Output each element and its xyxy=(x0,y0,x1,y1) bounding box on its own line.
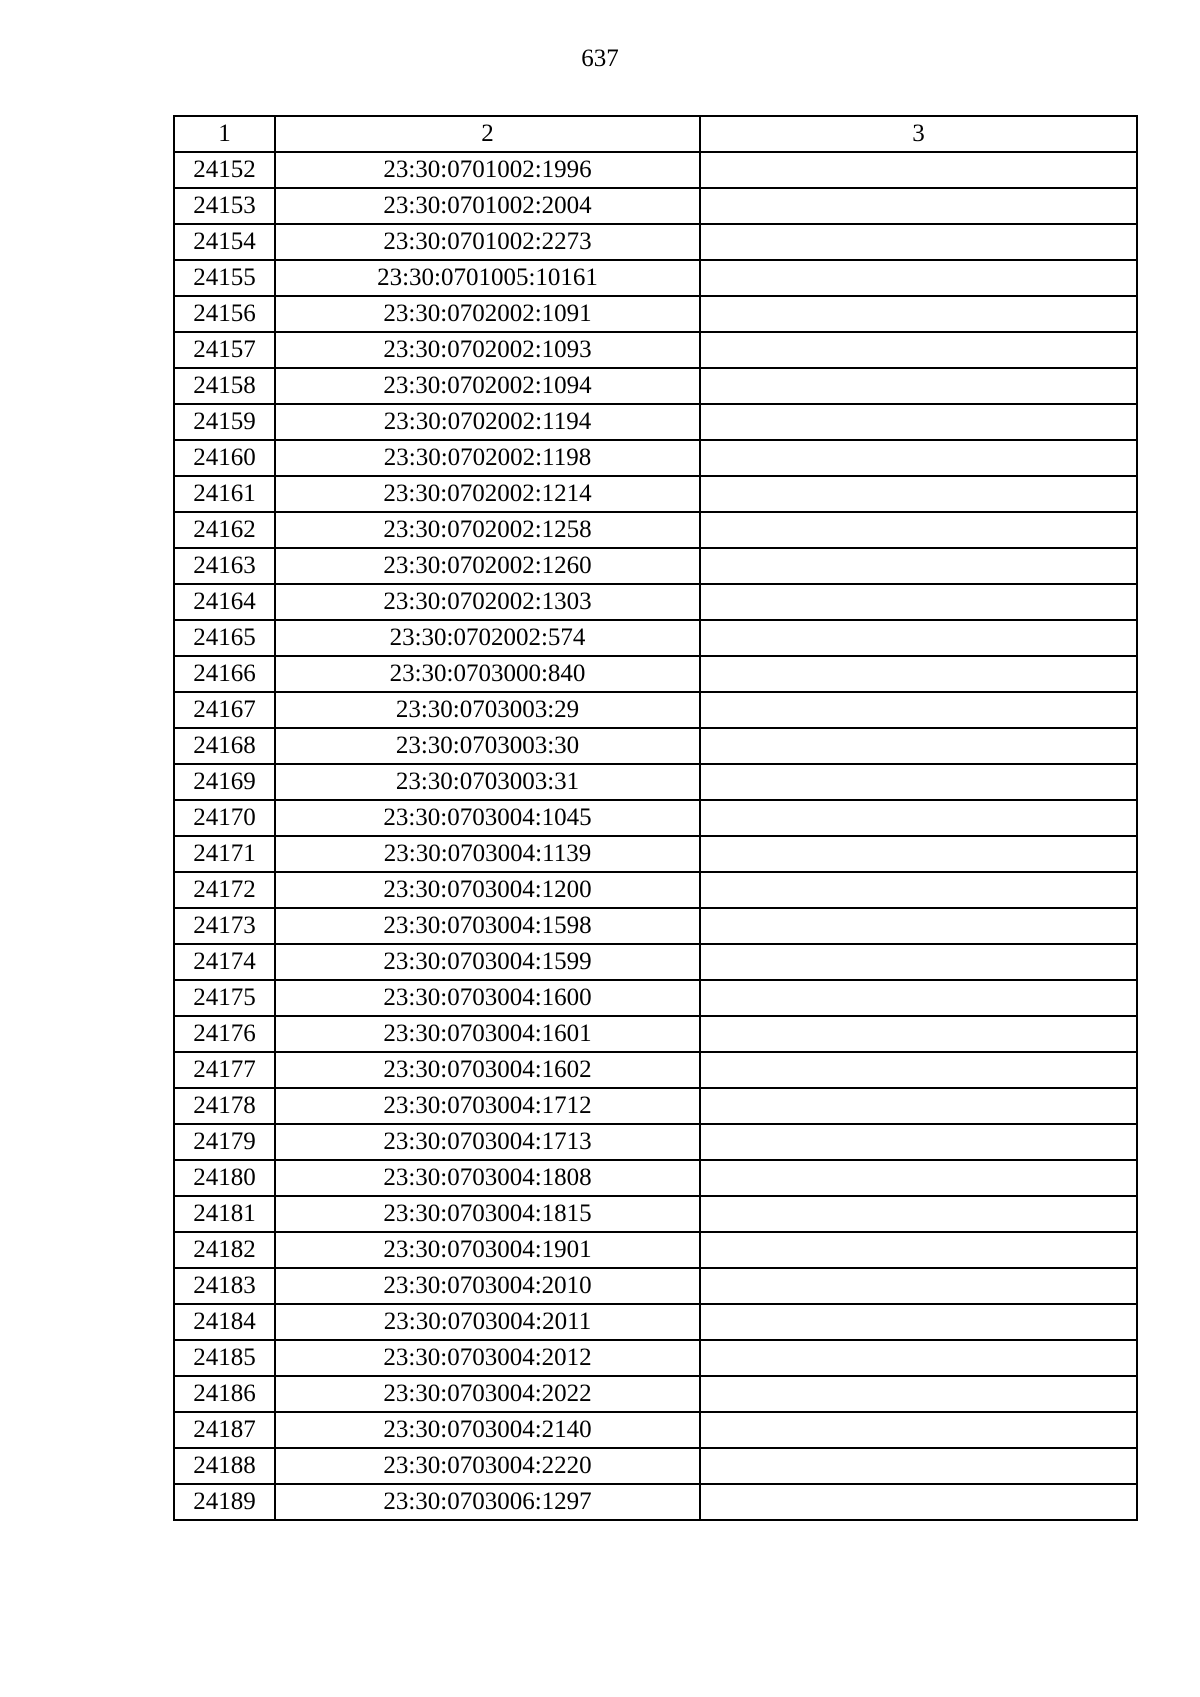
notes-cell xyxy=(700,260,1137,296)
cadastral-number-cell: 23:30:0702002:1091 xyxy=(275,296,700,332)
row-number-cell: 24167 xyxy=(174,692,275,728)
cadastral-number-cell: 23:30:0701005:10161 xyxy=(275,260,700,296)
notes-cell xyxy=(700,836,1137,872)
cadastral-number-cell: 23:30:0702002:574 xyxy=(275,620,700,656)
table-row xyxy=(174,692,1137,728)
cadastral-number-cell: 23:30:0702002:1303 xyxy=(275,584,700,620)
cadastral-number-cell: 23:30:0703003:30 xyxy=(275,728,700,764)
table-row xyxy=(174,1304,1137,1340)
table-row xyxy=(174,1412,1137,1448)
row-number-cell: 24170 xyxy=(174,800,275,836)
notes-cell xyxy=(700,440,1137,476)
notes-cell xyxy=(700,1124,1137,1160)
cadastral-number-cell: 23:30:0703004:1602 xyxy=(275,1052,700,1088)
page-number: 637 xyxy=(581,45,619,72)
table-row xyxy=(174,1160,1137,1196)
row-number-cell: 24173 xyxy=(174,908,275,944)
cadastral-number-cell: 23:30:0703003:31 xyxy=(275,764,700,800)
row-number-cell: 24172 xyxy=(174,872,275,908)
row-number-cell: 24182 xyxy=(174,1232,275,1268)
header-cell-col-1: 1 xyxy=(174,116,275,152)
row-number-cell: 24171 xyxy=(174,836,275,872)
row-number-cell: 24169 xyxy=(174,764,275,800)
notes-cell xyxy=(700,1160,1137,1196)
table-row xyxy=(174,1376,1137,1412)
cadastral-number-cell: 23:30:0701002:2004 xyxy=(275,188,700,224)
row-number-cell: 24155 xyxy=(174,260,275,296)
notes-cell xyxy=(700,548,1137,584)
cadastral-number-cell: 23:30:0703004:1200 xyxy=(275,872,700,908)
cadastral-number-cell: 23:30:0703004:2022 xyxy=(275,1376,700,1412)
row-number-cell: 24177 xyxy=(174,1052,275,1088)
notes-cell xyxy=(700,188,1137,224)
notes-cell xyxy=(700,764,1137,800)
cadastral-number-cell: 23:30:0703004:1045 xyxy=(275,800,700,836)
table-row xyxy=(174,800,1137,836)
row-number-cell: 24175 xyxy=(174,980,275,1016)
table-row xyxy=(174,512,1137,548)
table-row xyxy=(174,1196,1137,1232)
notes-cell xyxy=(700,1376,1137,1412)
cadastral-number-cell: 23:30:0703004:1600 xyxy=(275,980,700,1016)
row-number-cell: 24157 xyxy=(174,332,275,368)
row-number-cell: 24179 xyxy=(174,1124,275,1160)
cadastral-number-cell: 23:30:0703004:1901 xyxy=(275,1232,700,1268)
notes-cell xyxy=(700,872,1137,908)
table-row xyxy=(174,1484,1137,1520)
cadastral-number-cell: 23:30:0703006:1297 xyxy=(275,1484,700,1520)
cadastral-table xyxy=(173,115,1138,1521)
notes-cell xyxy=(700,692,1137,728)
row-number-cell: 24187 xyxy=(174,1412,275,1448)
cadastral-number-cell: 23:30:0703004:1601 xyxy=(275,1016,700,1052)
table-row xyxy=(174,620,1137,656)
table-row xyxy=(174,1124,1137,1160)
table-row xyxy=(174,872,1137,908)
row-number-cell: 24176 xyxy=(174,1016,275,1052)
cadastral-number-cell: 23:30:0703004:2012 xyxy=(275,1340,700,1376)
row-number-cell: 24183 xyxy=(174,1268,275,1304)
cadastral-number-cell: 23:30:0702002:1194 xyxy=(275,404,700,440)
notes-cell xyxy=(700,1340,1137,1376)
table-row xyxy=(174,188,1137,224)
table-row xyxy=(174,1268,1137,1304)
row-number-cell: 24168 xyxy=(174,728,275,764)
notes-cell xyxy=(700,1088,1137,1124)
table-row xyxy=(174,944,1137,980)
cadastral-number-cell: 23:30:0703003:29 xyxy=(275,692,700,728)
table-row xyxy=(174,764,1137,800)
notes-cell xyxy=(700,296,1137,332)
table-row xyxy=(174,332,1137,368)
table-row xyxy=(174,476,1137,512)
notes-cell xyxy=(700,224,1137,260)
notes-cell xyxy=(700,908,1137,944)
row-number-cell: 24189 xyxy=(174,1484,275,1520)
table-row xyxy=(174,836,1137,872)
notes-cell xyxy=(700,620,1137,656)
row-number-cell: 24178 xyxy=(174,1088,275,1124)
row-number-cell: 24166 xyxy=(174,656,275,692)
cadastral-number-cell: 23:30:0703004:1713 xyxy=(275,1124,700,1160)
notes-cell xyxy=(700,1484,1137,1520)
notes-cell xyxy=(700,944,1137,980)
notes-cell xyxy=(700,656,1137,692)
cadastral-number-cell: 23:30:0703000:840 xyxy=(275,656,700,692)
table-row xyxy=(174,440,1137,476)
table-row xyxy=(174,296,1137,332)
table-row xyxy=(174,1340,1137,1376)
row-number-cell: 24181 xyxy=(174,1196,275,1232)
table-row xyxy=(174,584,1137,620)
notes-cell xyxy=(700,512,1137,548)
cadastral-number-cell: 23:30:0703004:1599 xyxy=(275,944,700,980)
row-number-cell: 24154 xyxy=(174,224,275,260)
notes-cell xyxy=(700,1268,1137,1304)
cadastral-number-cell: 23:30:0702002:1258 xyxy=(275,512,700,548)
notes-cell xyxy=(700,1412,1137,1448)
notes-cell xyxy=(700,1196,1137,1232)
table-row xyxy=(174,656,1137,692)
row-number-cell: 24185 xyxy=(174,1340,275,1376)
table-row xyxy=(174,908,1137,944)
cadastral-number-cell: 23:30:0703004:1808 xyxy=(275,1160,700,1196)
row-number-cell: 24152 xyxy=(174,152,275,188)
cadastral-number-cell: 23:30:0702002:1093 xyxy=(275,332,700,368)
header-cell-col-2: 2 xyxy=(275,116,700,152)
notes-cell xyxy=(700,1448,1137,1484)
cadastral-number-cell: 23:30:0702002:1094 xyxy=(275,368,700,404)
row-number-cell: 24158 xyxy=(174,368,275,404)
row-number-cell: 24174 xyxy=(174,944,275,980)
table-row xyxy=(174,368,1137,404)
notes-cell xyxy=(700,368,1137,404)
table-row xyxy=(174,1052,1137,1088)
row-number-cell: 24153 xyxy=(174,188,275,224)
table-header-row xyxy=(174,116,1137,152)
table-row xyxy=(174,1232,1137,1268)
table-row xyxy=(174,548,1137,584)
notes-cell xyxy=(700,1052,1137,1088)
cadastral-number-cell: 23:30:0703004:2011 xyxy=(275,1304,700,1340)
cadastral-number-cell: 23:30:0703004:1815 xyxy=(275,1196,700,1232)
cadastral-number-cell: 23:30:0701002:2273 xyxy=(275,224,700,260)
row-number-cell: 24159 xyxy=(174,404,275,440)
row-number-cell: 24186 xyxy=(174,1376,275,1412)
table-row xyxy=(174,1448,1137,1484)
row-number-cell: 24180 xyxy=(174,1160,275,1196)
cadastral-number-cell: 23:30:0701002:1996 xyxy=(275,152,700,188)
notes-cell xyxy=(700,800,1137,836)
row-number-cell: 24184 xyxy=(174,1304,275,1340)
cadastral-number-cell: 23:30:0703004:2220 xyxy=(275,1448,700,1484)
table-row xyxy=(174,260,1137,296)
row-number-cell: 24162 xyxy=(174,512,275,548)
notes-cell xyxy=(700,476,1137,512)
notes-cell xyxy=(700,728,1137,764)
table-row xyxy=(174,1088,1137,1124)
notes-cell xyxy=(700,152,1137,188)
notes-cell xyxy=(700,1304,1137,1340)
cadastral-number-cell: 23:30:0703004:2140 xyxy=(275,1412,700,1448)
table-row xyxy=(174,728,1137,764)
table-row xyxy=(174,980,1137,1016)
notes-cell xyxy=(700,1232,1137,1268)
notes-cell xyxy=(700,1016,1137,1052)
row-number-cell: 24163 xyxy=(174,548,275,584)
notes-cell xyxy=(700,980,1137,1016)
row-number-cell: 24161 xyxy=(174,476,275,512)
header-cell-col-3: 3 xyxy=(700,116,1137,152)
row-number-cell: 24156 xyxy=(174,296,275,332)
table-row xyxy=(174,404,1137,440)
cadastral-number-cell: 23:30:0703004:1598 xyxy=(275,908,700,944)
row-number-cell: 24164 xyxy=(174,584,275,620)
notes-cell xyxy=(700,404,1137,440)
notes-cell xyxy=(700,332,1137,368)
cadastral-number-cell: 23:30:0703004:1139 xyxy=(275,836,700,872)
row-number-cell: 24188 xyxy=(174,1448,275,1484)
cadastral-number-cell: 23:30:0702002:1260 xyxy=(275,548,700,584)
cadastral-number-cell: 23:30:0702002:1198 xyxy=(275,440,700,476)
cadastral-number-cell: 23:30:0703004:1712 xyxy=(275,1088,700,1124)
row-number-cell: 24165 xyxy=(174,620,275,656)
table-row xyxy=(174,152,1137,188)
table-row xyxy=(174,1016,1137,1052)
row-number-cell: 24160 xyxy=(174,440,275,476)
cadastral-number-cell: 23:30:0703004:2010 xyxy=(275,1268,700,1304)
table-row xyxy=(174,224,1137,260)
notes-cell xyxy=(700,584,1137,620)
cadastral-number-cell: 23:30:0702002:1214 xyxy=(275,476,700,512)
